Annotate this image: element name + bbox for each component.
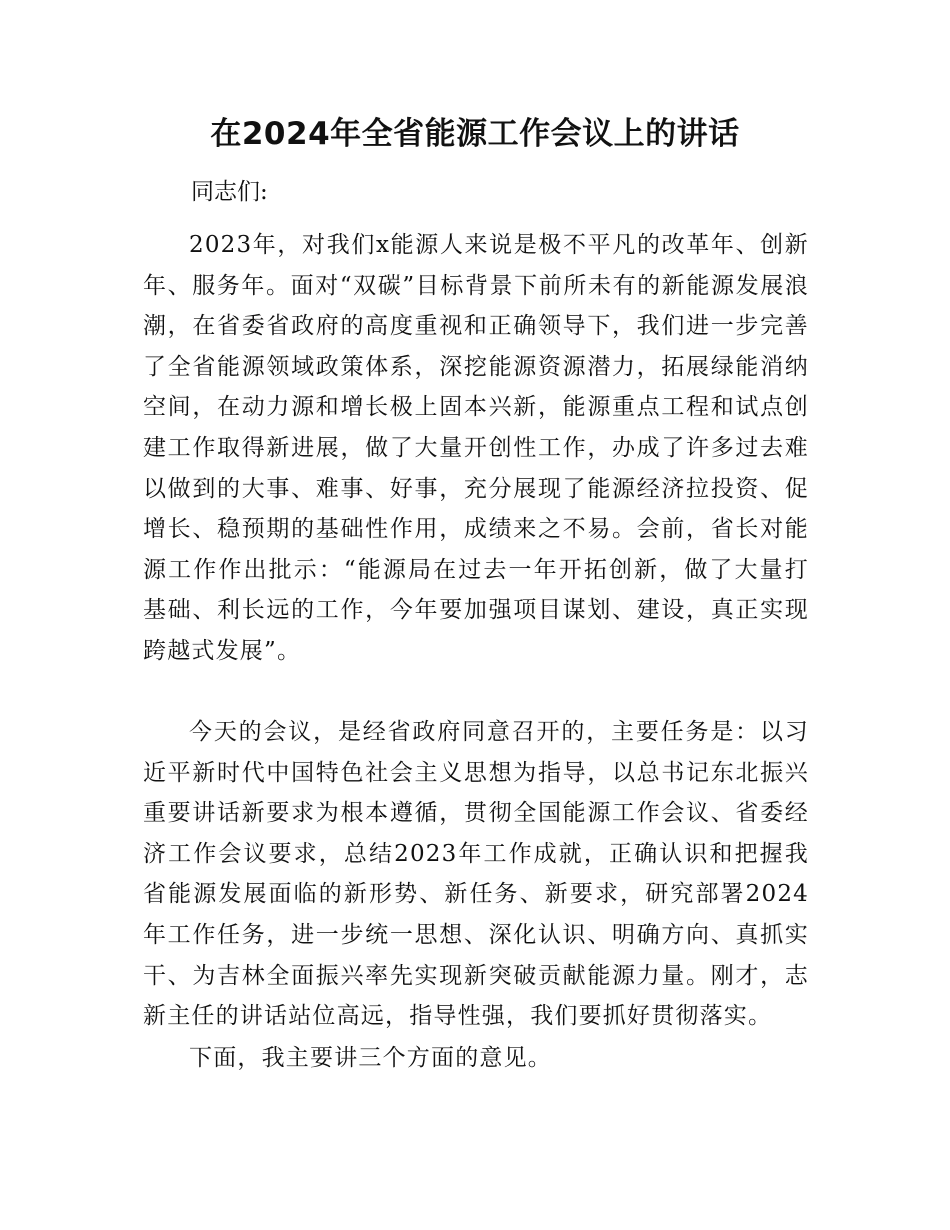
salutation: 同志们: [191,179,268,205]
body-paragraph-3: 下面，我主要讲三个方面的意见。 [189,1045,552,1071]
body-paragraph-1: 2023年，对我们x能源人来说是极不平凡的改革年、创新年、服务年。面对“双碳”目标背景下前所未有的新能源发展浪潮，在省委省政府的高度重视和正确领导下，我们进一步完善了全省能源领域政策体系，深挖能源资源潜力，拓展绿能消纳空间，在动力源和增长极上固本兴新，能源重点工程和试点创建工作取得新进展，做了大量开创性工作，办成了许多过去难以做到的大事、难事、好事，充分展现了能源经济拉投资、促增长、稳预期的基础性作用，成绩来之不易。会前，省长对能源工作作出批示：“能源局在过去一年开拓创新，做了大量打基础、利长远的工作，今年要加强项目谋划、建设，真正实现跨越式发展”。 [143,232,809,664]
body-paragraph-2: 今天的会议，是经省政府同意召开的，主要任务是：以习近平新时代中国特色社会主义思想为指导，以总书记东北振兴重要讲话新要求为根本遵循，贯彻全国能源工作会议、省委经济工作会议要求，总结2023年工作成就，正确认识和把握我省能源发展面临的新形势、新任务、新要求，研究部署2024年工作任务，进一步统一思想、深化认识、明确方向、真抓实干、为吉林全面振兴率先实现新突破贡献能源力量。刚才，志新主任的讲话站位高远，指导性强，我们要抓好贯彻落实。 [143,719,809,1030]
document-title: 在2024年全省能源工作会议上的讲话 [210,116,740,152]
